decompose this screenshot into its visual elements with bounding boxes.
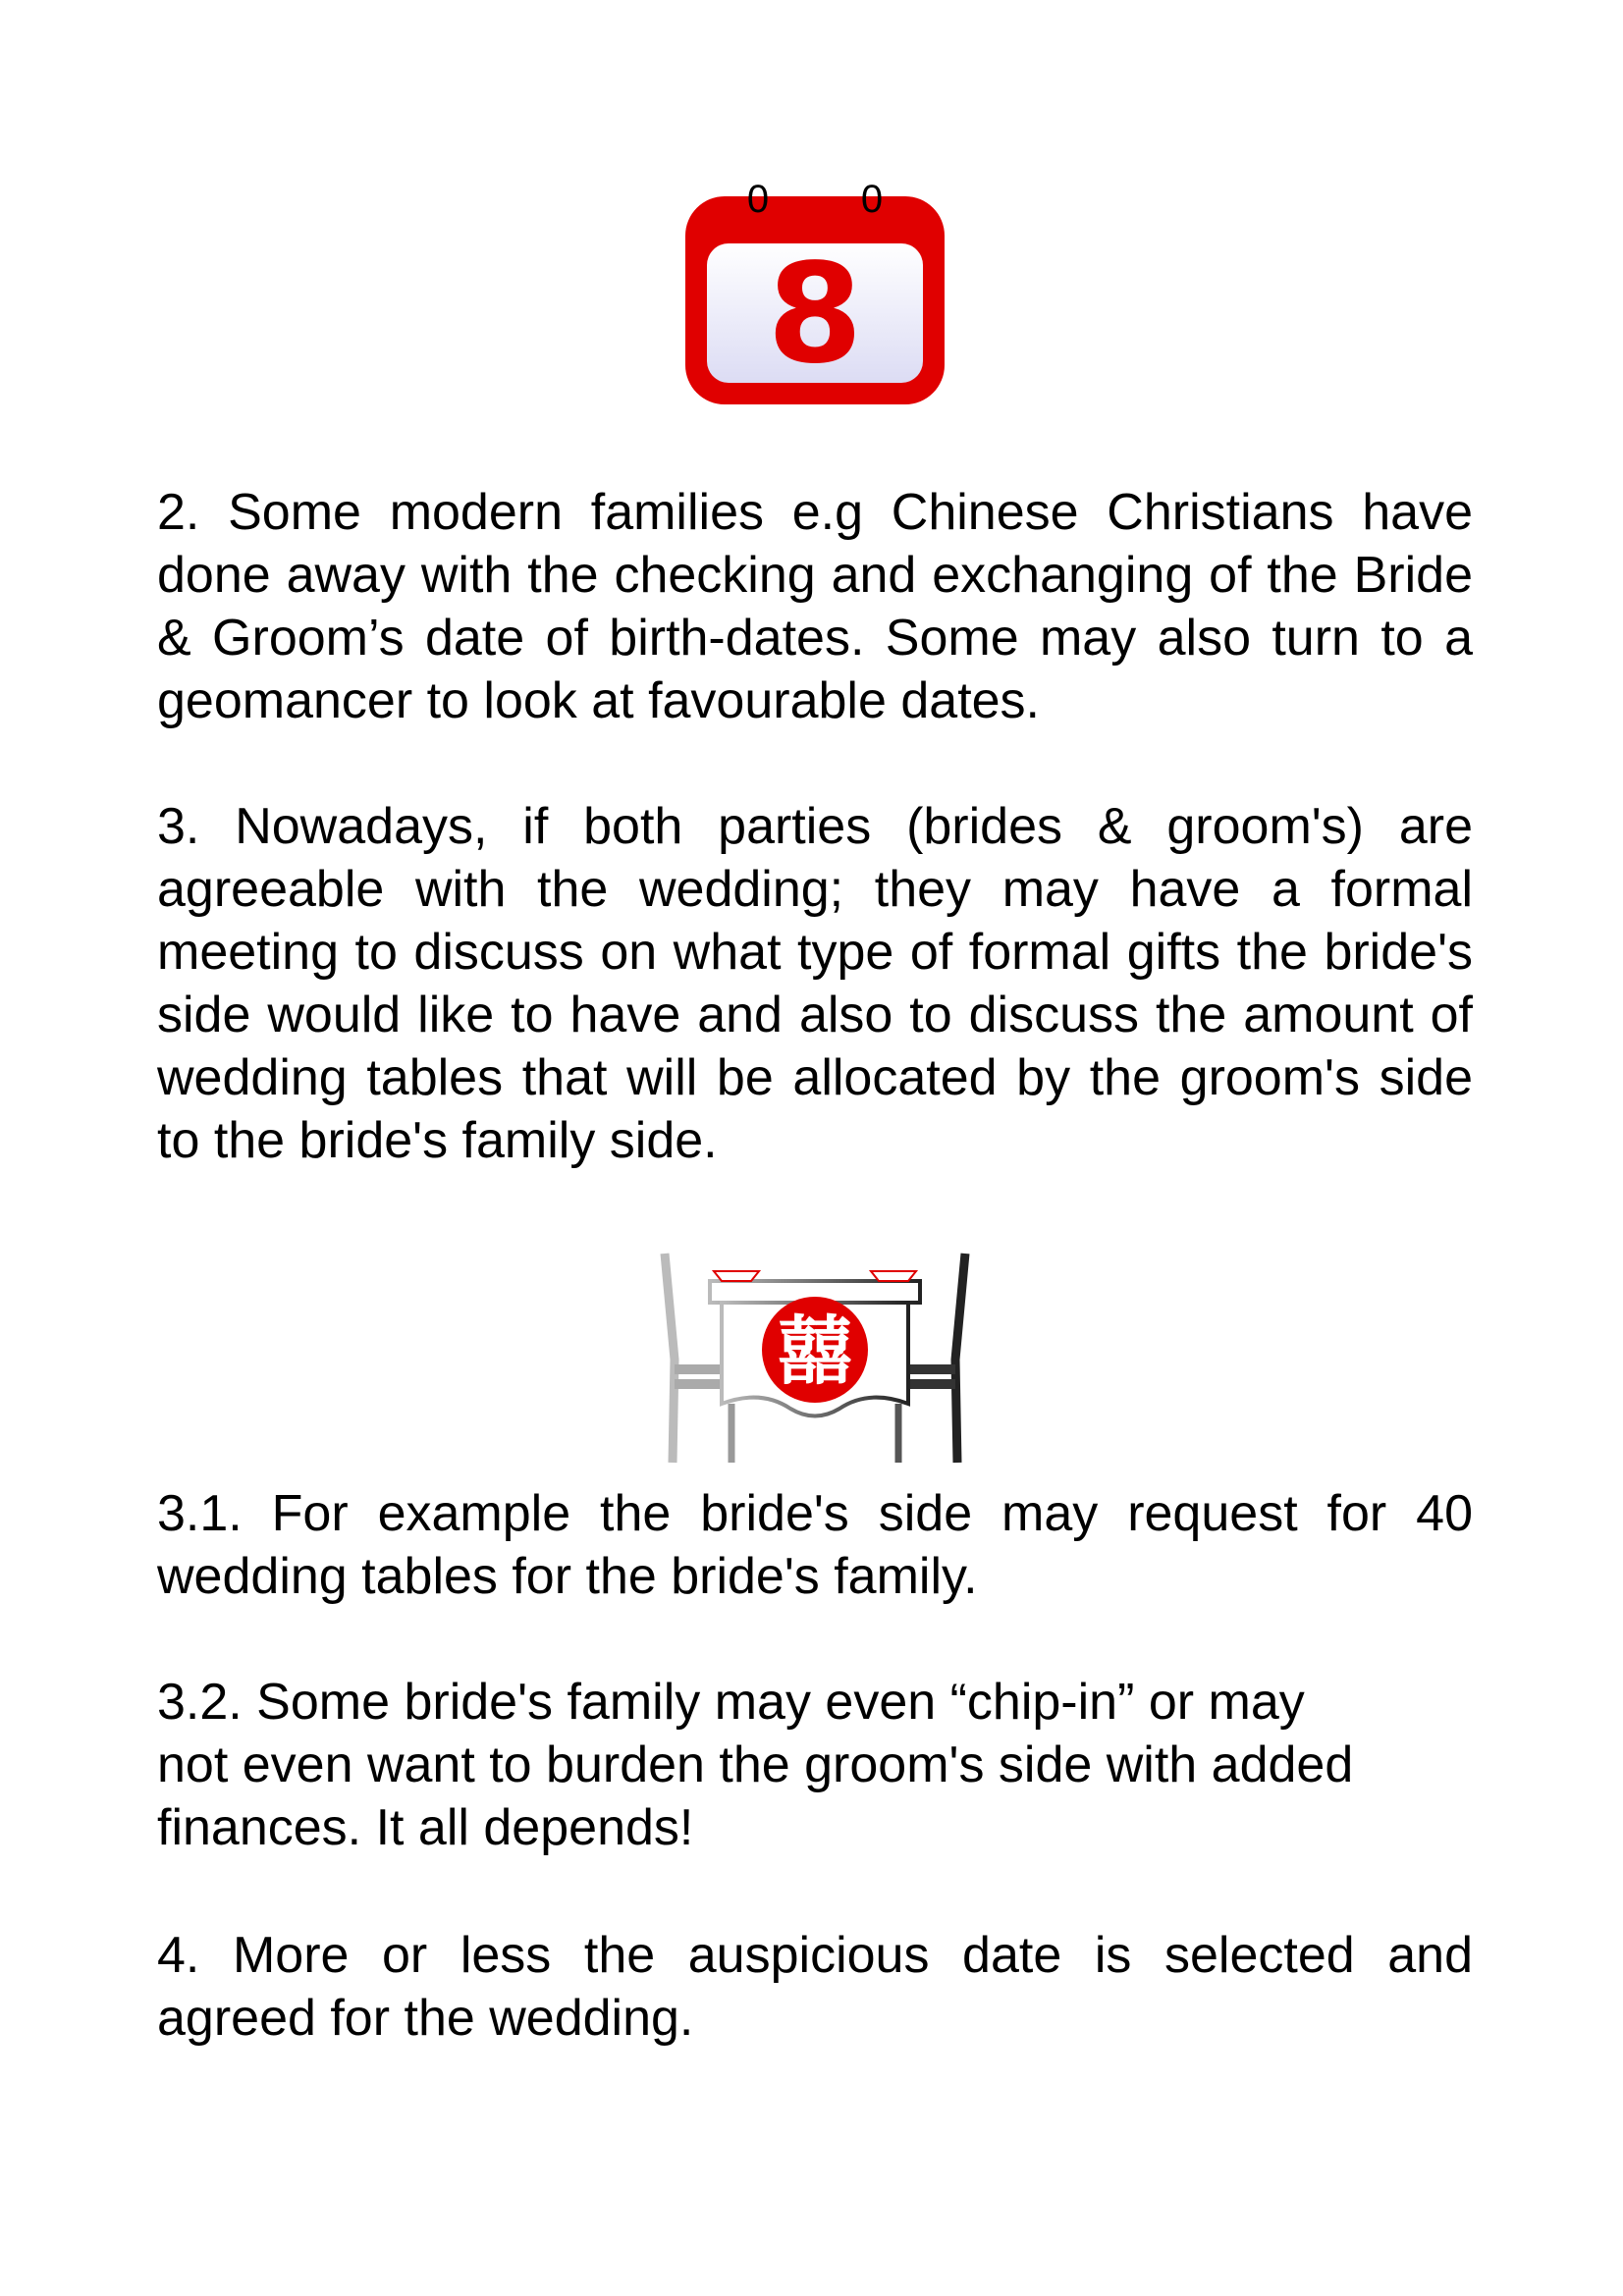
double-happiness-symbol: 囍 — [778, 1308, 852, 1395]
calendar-ring-right: 0 — [860, 178, 884, 221]
paragraph-3-1: 3.1. For example the bride's side may request for 40 wedding tables for the bride's family. — [157, 1485, 1473, 1605]
paragraph-3-2 — [157, 1671, 1473, 1859]
paragraph-3: 3. Nowadays, if both parties (brides & groom's) are agreeable with the wedding; they may have a formal meeting to discuss on what type of formal gifts the bride's side would like to have and also to discuss the amount of wedding tables that will be allocated by the groom's side to the bride's family side. — [157, 798, 1473, 1169]
calendar-icon — [677, 177, 952, 412]
paragraph-3-2-line-1: 3.2. Some bride's family may even “chip-in” or may — [157, 1674, 1305, 1731]
calendar-ring-left: 0 — [746, 178, 770, 221]
paragraph-2: 2. Some modern families e.g Chinese Christians have done away with the checking and exchanging of the Bride & Groom’s date of birth-dates. Some may also turn to a geomancer to look at favourable dates. — [157, 484, 1473, 729]
paragraph-3-2-line-2: not even want to burden the groom's side with added — [157, 1736, 1354, 1793]
paragraph-3-2-line-3: finances. It all depends! — [157, 1799, 694, 1856]
wedding-table-icon — [653, 1242, 977, 1477]
calendar-digit: 8 — [767, 235, 863, 395]
paragraph-4: 4. More or less the auspicious date is selected and agreed for the wedding. — [157, 1927, 1473, 2047]
